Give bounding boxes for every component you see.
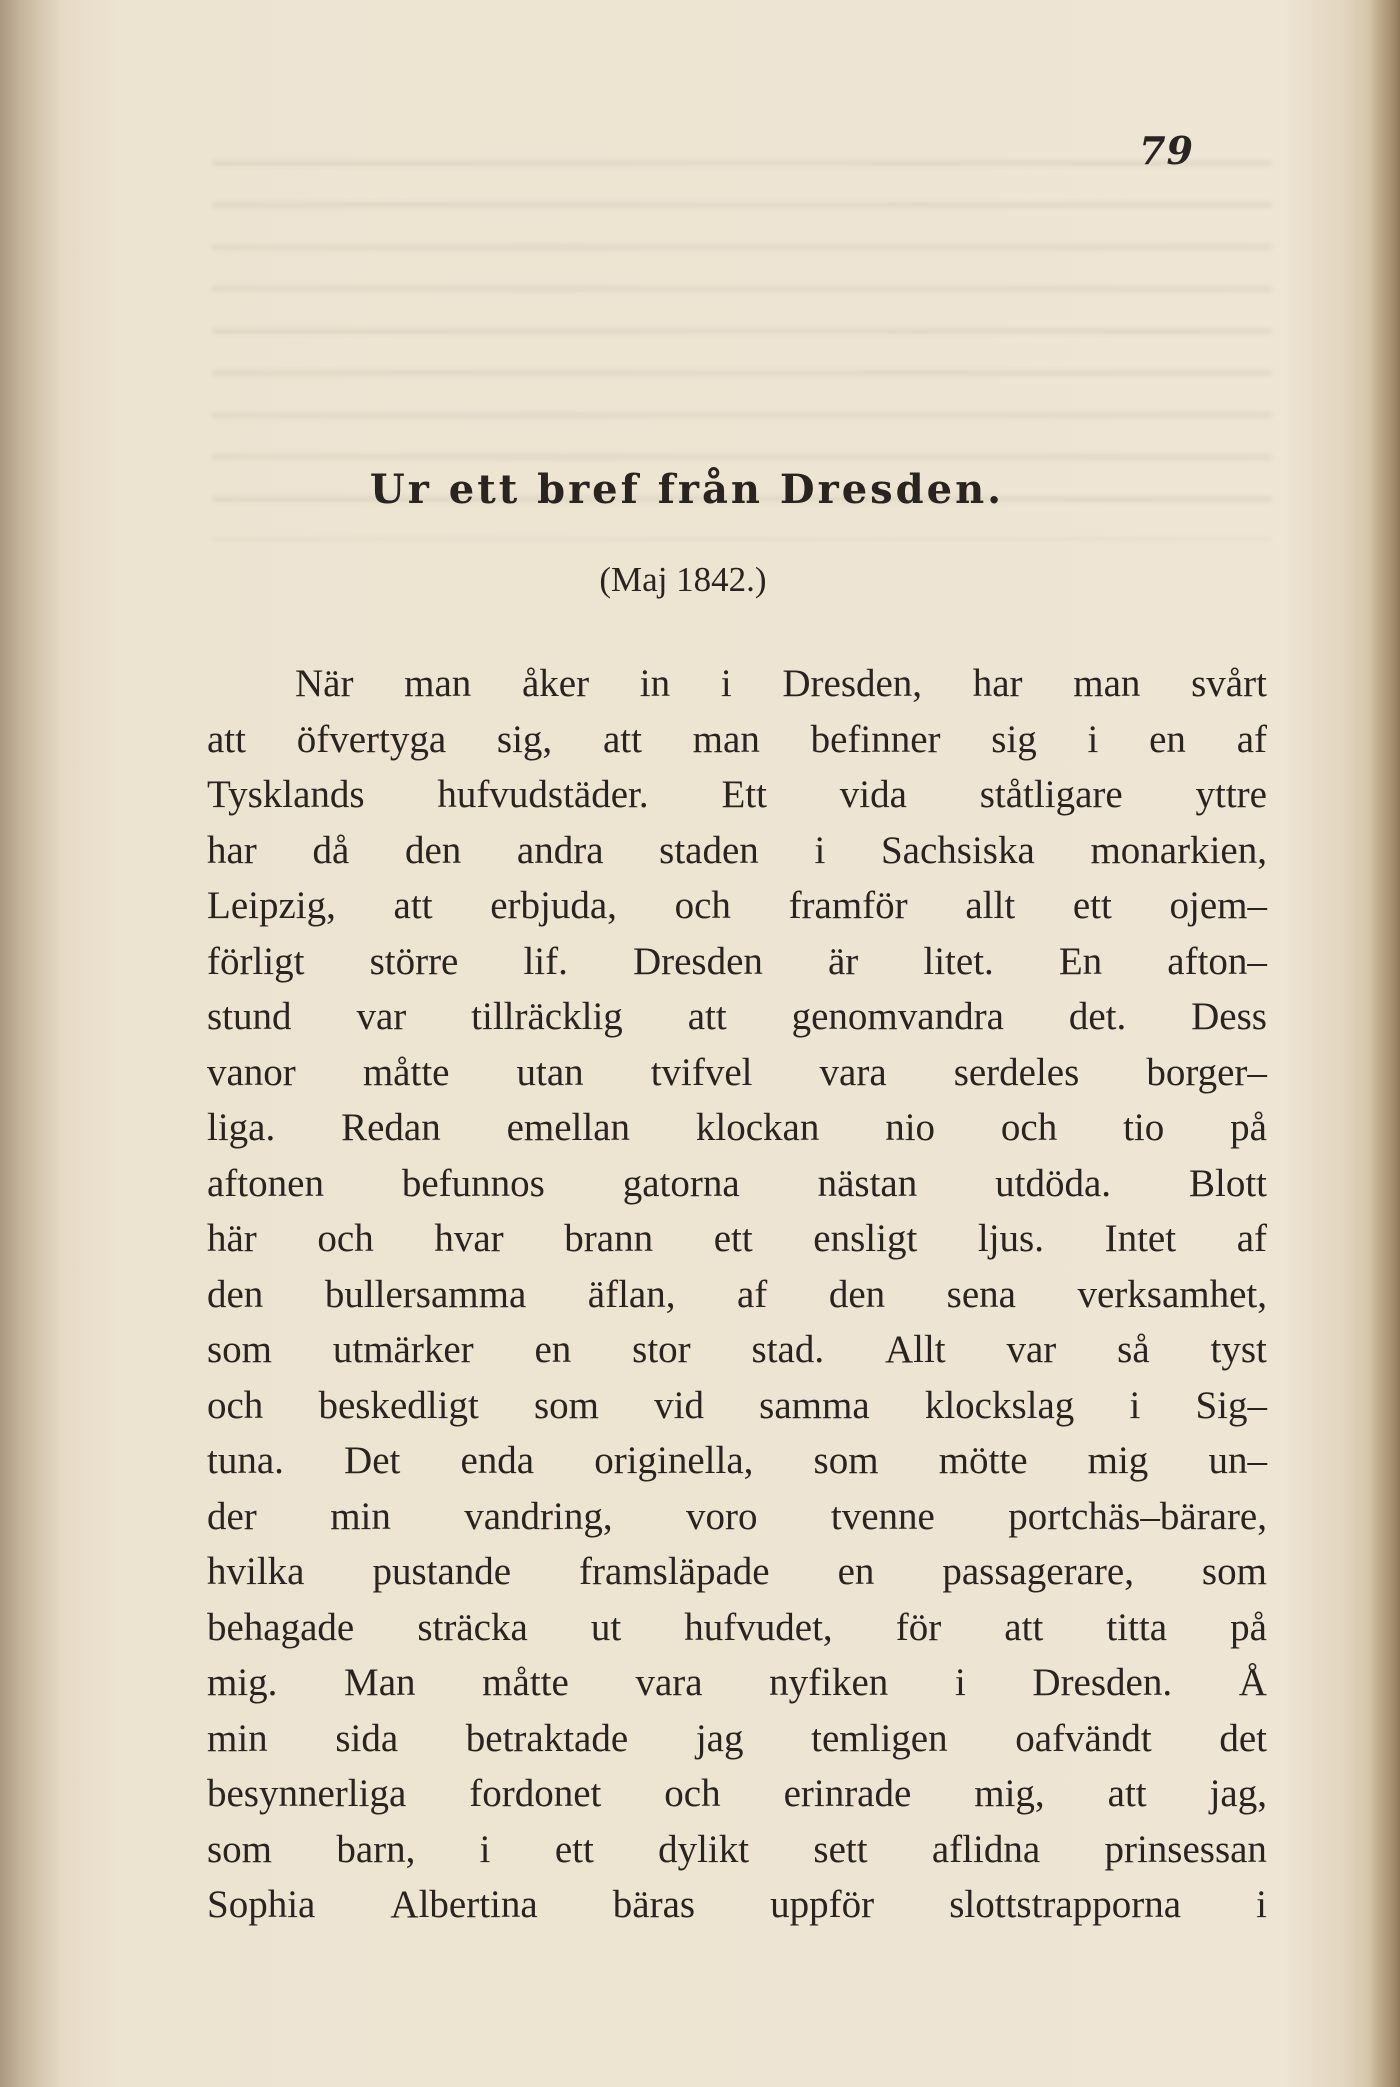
word: var [1006,1328,1057,1371]
word: nyfiken [769,1661,889,1704]
word: staden [659,828,759,872]
text-line [207,1544,1267,1600]
word: Sophia [207,1883,316,1926]
word: var [356,995,407,1038]
word: Blott [1188,1161,1267,1205]
word: sträcka [417,1605,528,1649]
word: man [692,717,760,761]
word: och [674,884,731,927]
word: beskedligt [318,1383,479,1427]
word: klockslag [924,1383,1075,1427]
word: slottstrapporna [949,1883,1182,1926]
word: hvar [434,1217,504,1260]
word: och [207,1383,264,1427]
word: allt [965,884,1016,927]
word: tuna. [207,1439,284,1482]
word: jag [695,1716,744,1760]
word: der [207,1494,257,1538]
word: Albertina [390,1883,538,1926]
word: är [827,939,859,983]
word: här [207,1217,257,1260]
word: lif. [523,939,568,983]
word: ståtligare [979,773,1123,816]
word: aftonen [207,1161,324,1205]
word: ett [554,1827,594,1871]
text-line [207,1267,1267,1323]
word: befunnos [401,1161,545,1205]
word: Det [344,1439,401,1482]
word: måtte [362,1050,450,1094]
word: att [393,884,433,927]
text-line [207,934,1267,990]
word: att [1004,1605,1044,1649]
word: Sig– [1195,1383,1267,1427]
word: den [404,828,462,872]
word: dylikt [658,1827,750,1871]
word: ensligt [813,1217,918,1260]
body-text [207,656,1267,1933]
word: vid [654,1383,704,1427]
word: passagerare, [942,1550,1134,1593]
word: tio [1123,1106,1165,1149]
word: det. [1068,995,1127,1038]
word: erinrade [783,1772,912,1815]
word: nio [885,1106,936,1149]
text-line [207,1045,1267,1101]
word: som [813,1439,879,1482]
word: Ett [721,773,767,816]
word: vida [839,773,907,816]
word: oafvändt [1015,1716,1152,1760]
word: vandring, [464,1494,613,1538]
word: på [1230,1106,1267,1149]
book-gutter-shadow [0,0,62,2087]
word: portchäs–bärare, [1008,1494,1267,1538]
word: hvilka [207,1550,305,1593]
text-line [207,1822,1267,1878]
word: i [479,1827,491,1871]
word: en [1149,717,1186,761]
word: originella, [594,1439,754,1482]
text-line [207,1322,1267,1378]
word: utdöda. [995,1161,1112,1205]
word: då [312,828,350,872]
word: min [330,1494,391,1538]
word: och [1000,1106,1058,1149]
word: Tysklands [207,773,365,816]
book-page [62,0,1372,2087]
text-line [207,1711,1267,1767]
word: ett [713,1217,753,1260]
word: temligen [811,1716,948,1760]
word: öfvertyga [296,717,447,761]
word: titta [1106,1605,1168,1649]
word: en [534,1328,572,1371]
word: prinsessan [1104,1827,1267,1871]
word: den [828,1272,886,1316]
word: tillräcklig [471,995,623,1038]
word: serdeles [953,1050,1080,1094]
word: det [1219,1716,1267,1760]
word: man [1073,662,1141,705]
text-line [207,1655,1267,1711]
word: vara [819,1050,887,1094]
word: klockan [695,1106,820,1149]
word: hufvudet, [684,1605,833,1649]
text-line [207,1766,1267,1822]
word: att [207,717,246,761]
word: som [533,1383,599,1427]
word: ljus. [977,1217,1044,1260]
word: emellan [506,1106,631,1149]
word: En [1058,939,1103,983]
text-line [207,1100,1267,1156]
text-line [207,1489,1267,1545]
word: och [664,1772,721,1815]
word: den [207,1272,264,1316]
word: Allt [884,1328,946,1371]
word: aflidna [931,1827,1041,1871]
word: sett [813,1827,868,1871]
word: yttre [1195,773,1267,816]
word: När [295,662,354,705]
word: ett [1072,884,1112,927]
word: borger– [1146,1050,1267,1094]
text-line [207,823,1267,879]
word: för [895,1605,942,1649]
word: bäras [612,1883,696,1926]
word: svårt [1191,662,1267,705]
date-subtitle: (Maj 1842.) [599,560,767,599]
word: Dess [1191,995,1267,1038]
word: voro [686,1494,758,1538]
word: förligt [207,939,305,983]
word: af [1236,717,1267,761]
word: måtte [482,1661,569,1704]
text-line [207,1433,1267,1489]
text-line [207,1211,1267,1267]
word: i [720,662,732,705]
word: att [602,717,642,761]
word: afton– [1167,939,1267,983]
word: Leipzig, [207,884,336,927]
word: tvenne [830,1494,935,1538]
word: i [1129,1383,1141,1427]
word: i [814,828,826,872]
word: samma [759,1383,870,1427]
word: sig [991,717,1037,761]
word: bullersamma [324,1272,527,1316]
page-edge-shadow [1370,0,1400,2087]
word: utan [516,1050,584,1094]
word: på [1230,1605,1267,1649]
word: sig, [496,717,553,761]
word: sida [335,1716,399,1760]
word: och [317,1217,374,1260]
word: barn, [336,1827,416,1871]
word: i [954,1661,966,1704]
word: andra [516,828,604,872]
page-number: 79 [1139,128,1194,173]
word: in [639,662,671,705]
text-line [207,1600,1267,1656]
word: vara [635,1661,703,1704]
word: har [207,828,257,872]
word: mötte [938,1439,1028,1482]
text-line [207,989,1267,1045]
word: ut [590,1605,622,1649]
word: brann [564,1217,654,1260]
word: jag, [1209,1772,1267,1815]
word: af [737,1272,768,1316]
word: litet. [923,939,994,983]
word: framför [788,884,908,927]
word: tyst [1210,1328,1267,1371]
word: som [207,1328,273,1371]
word: besynnerliga [207,1772,407,1815]
word: Dresden. [1032,1661,1173,1704]
word: enda [460,1439,535,1482]
word: pustande [372,1550,512,1593]
word: man [404,662,472,705]
word: sena [946,1272,1016,1316]
word: behagade [207,1605,355,1649]
word: nästan [817,1161,918,1205]
word: betraktade [465,1716,629,1760]
word: åker [522,662,590,705]
word: genomvandra [791,995,1004,1038]
text-line [207,767,1267,823]
word: tvifvel [650,1050,753,1094]
word: stad. [751,1328,825,1371]
word: att [687,995,727,1038]
word: att [1107,1772,1147,1815]
word: fordonet [469,1772,602,1815]
text-line [207,1378,1267,1434]
word: verksamhet, [1077,1272,1267,1316]
word: framsläpade [579,1550,770,1593]
word: ojem– [1169,884,1267,927]
word: i [1256,1883,1267,1926]
word: Dresden, [782,662,923,705]
word: gatorna [622,1161,740,1205]
word: hufvudstäder. [437,773,649,816]
text-line [207,656,1267,712]
word: min [207,1716,268,1760]
word: erbjuda, [490,884,617,927]
word: monarkien, [1090,828,1267,872]
word: Intet [1104,1217,1177,1260]
word: Sachsiska [880,828,1035,872]
word: Å [1238,1661,1267,1704]
word: i [1087,717,1099,761]
word: Man [344,1661,416,1704]
word: uppför [770,1883,875,1926]
word: en [837,1550,875,1593]
chapter-title: Ur ett bref från Dresden. [369,466,1005,513]
text-line [207,1156,1267,1212]
word: som [1201,1550,1267,1593]
word: Redan [341,1106,441,1149]
word: af [1236,1217,1267,1260]
word: har [972,662,1023,705]
word: stor [632,1328,691,1371]
word: mig [1087,1439,1149,1482]
word: stund [207,995,292,1038]
word: så [1117,1328,1150,1371]
word: vanor [207,1050,296,1094]
word: Dresden [632,939,763,983]
word: liga. [207,1106,276,1149]
word: äflan, [587,1272,676,1316]
word: befinner [810,717,941,761]
text-line [207,1877,1267,1933]
text-line [207,878,1267,934]
text-line [207,712,1267,768]
word: mig. [207,1661,278,1704]
word: un– [1208,1439,1267,1482]
word: större [369,939,459,983]
word: mig, [974,1772,1045,1815]
word: utmärker [332,1328,474,1371]
word: som [207,1827,273,1871]
